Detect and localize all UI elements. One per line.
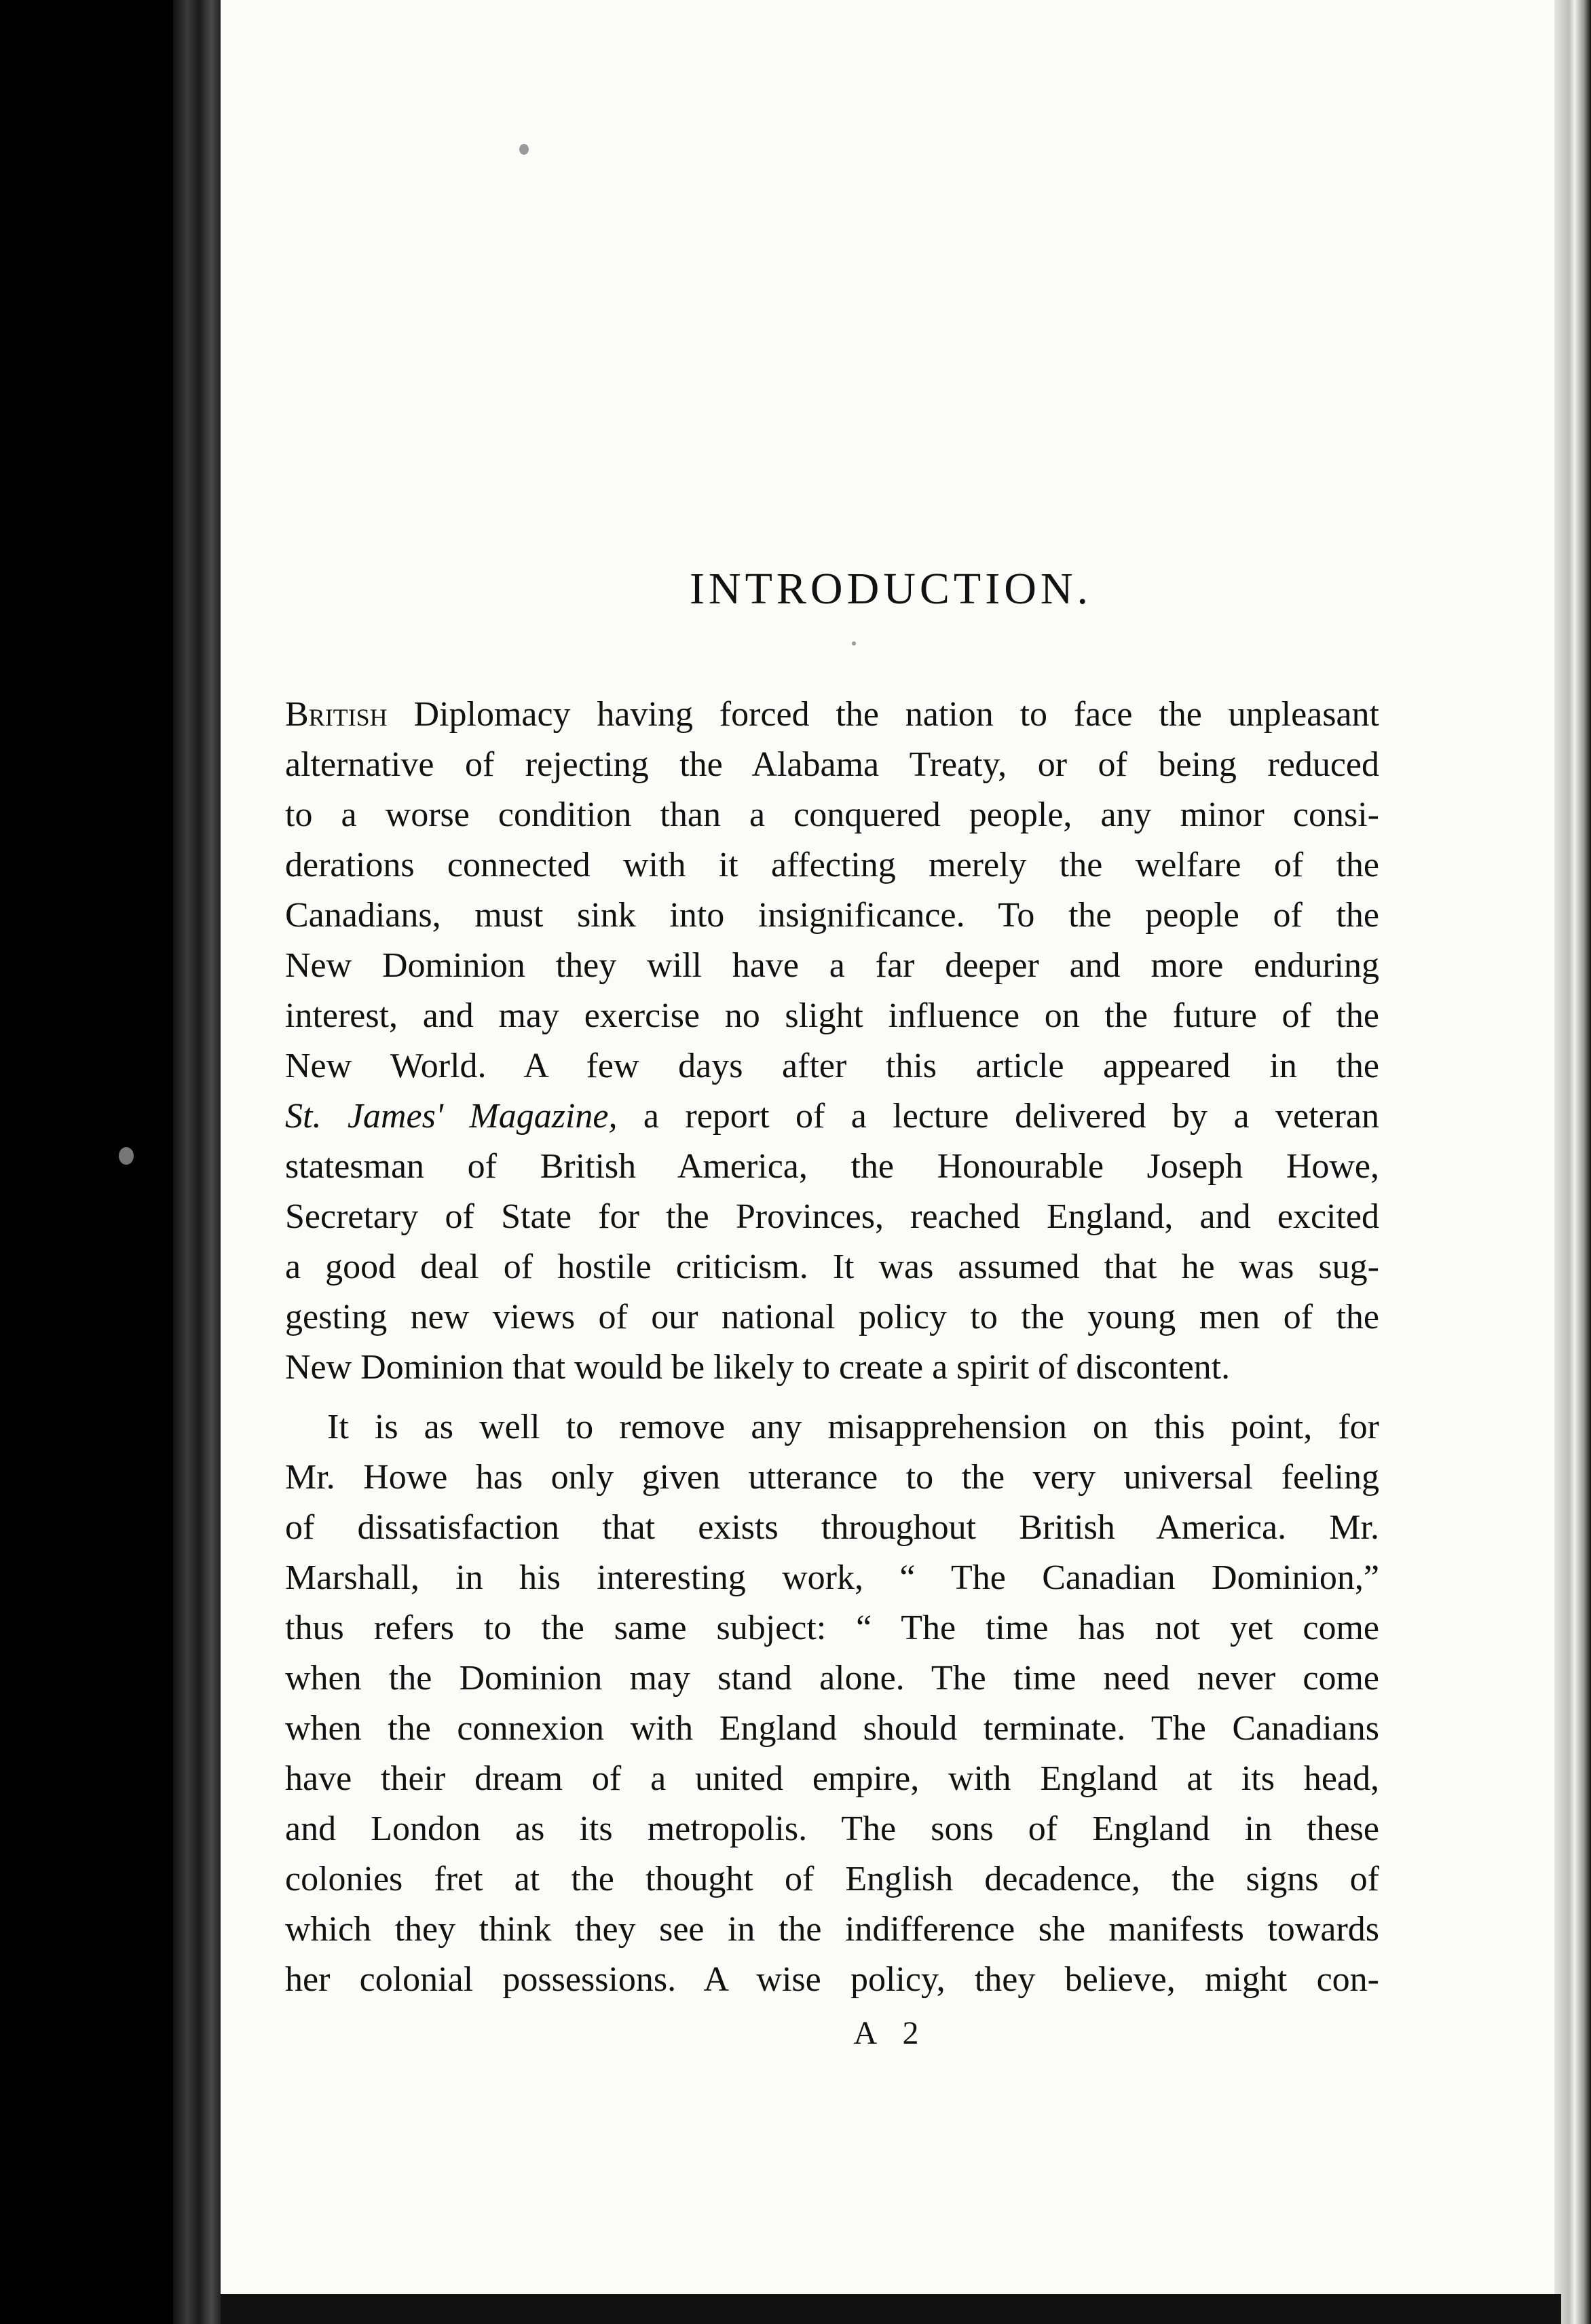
text-line: and London as its metropolis. The sons of England in these	[285, 1810, 1379, 1848]
text-line: alternative of rejecting the Alabama Treaty, or of being reduced	[285, 745, 1379, 784]
text-line: Secretary of State for the Provinces, reached England, and excited	[285, 1197, 1379, 1236]
paragraph-1	[285, 690, 1379, 1393]
text-line: gesting new views of our national policy to the young men of the	[285, 1298, 1379, 1336]
paragraph-2	[285, 1402, 1379, 2005]
text-line: her colonial possessions. A wise policy, they believe, might con-	[285, 1960, 1379, 1999]
text-line: colonies fret at the thought of English decadence, the signs of	[285, 1860, 1379, 1898]
text-line: when the Dominion may stand alone. The time need never come	[285, 1659, 1379, 1698]
text-line: St. James' Magazine, a report of a lecture delivered by a veteran	[285, 1097, 1379, 1136]
text-line: interest, and may exercise no slight influence on the future of the	[285, 996, 1379, 1035]
text-line: New Dominion that would be likely to create a spirit of discontent.	[285, 1348, 1231, 1387]
text-line: New World. A few days after this article appeared in the	[285, 1047, 1379, 1085]
magazine-title: St. James' Magazine,	[285, 1097, 618, 1136]
paper-speck	[852, 641, 856, 645]
paper-speck	[119, 1147, 134, 1165]
text-line: It is as well to remove any misapprehension on this point, for	[327, 1408, 1379, 1446]
text-line: statesman of British America, the Honourable Joseph Howe,	[285, 1147, 1379, 1186]
text-line: which they think they see in the indifference she manifests towards	[285, 1910, 1379, 1949]
paper-speck	[519, 144, 529, 155]
book-spine-edge	[173, 0, 221, 2324]
page-fore-edge	[1554, 0, 1591, 2324]
text-line: derations connected with it affecting merely the welfare of the	[285, 846, 1379, 884]
text-line: thus refers to the same subject: “ The time has not yet come	[285, 1609, 1379, 1647]
text-line: Canadians, must sink into insignificance. To the people of the	[285, 896, 1379, 935]
text-line: New Dominion they will have a far deeper and more enduring	[285, 946, 1379, 985]
signature-mark: A 2	[853, 2015, 929, 2051]
text-line: a good deal of hostile criticism. It was assumed that he was sug-	[285, 1248, 1379, 1286]
text-line: of dissatisfaction that exists throughout British America. Mr.	[285, 1508, 1379, 1547]
text-line: Mr. Howe has only given utterance to the very universal feeling	[285, 1458, 1379, 1497]
text-line: have their dream of a united empire, with England at its head,	[285, 1759, 1379, 1798]
scan-bottom-border	[221, 2294, 1561, 2324]
text-line: to a worse condition than a conquered people, any minor consi-	[285, 795, 1379, 834]
page-heading: INTRODUCTION.	[689, 564, 1093, 614]
text-line: when the connexion with England should terminate. The Canadians	[285, 1709, 1379, 1748]
text-line: British Diplomacy having forced the nation to face the unpleasant	[285, 695, 1379, 734]
lead-word: British	[285, 695, 388, 734]
text-line: Marshall, in his interesting work, “ The Canadian Dominion,”	[285, 1558, 1379, 1597]
